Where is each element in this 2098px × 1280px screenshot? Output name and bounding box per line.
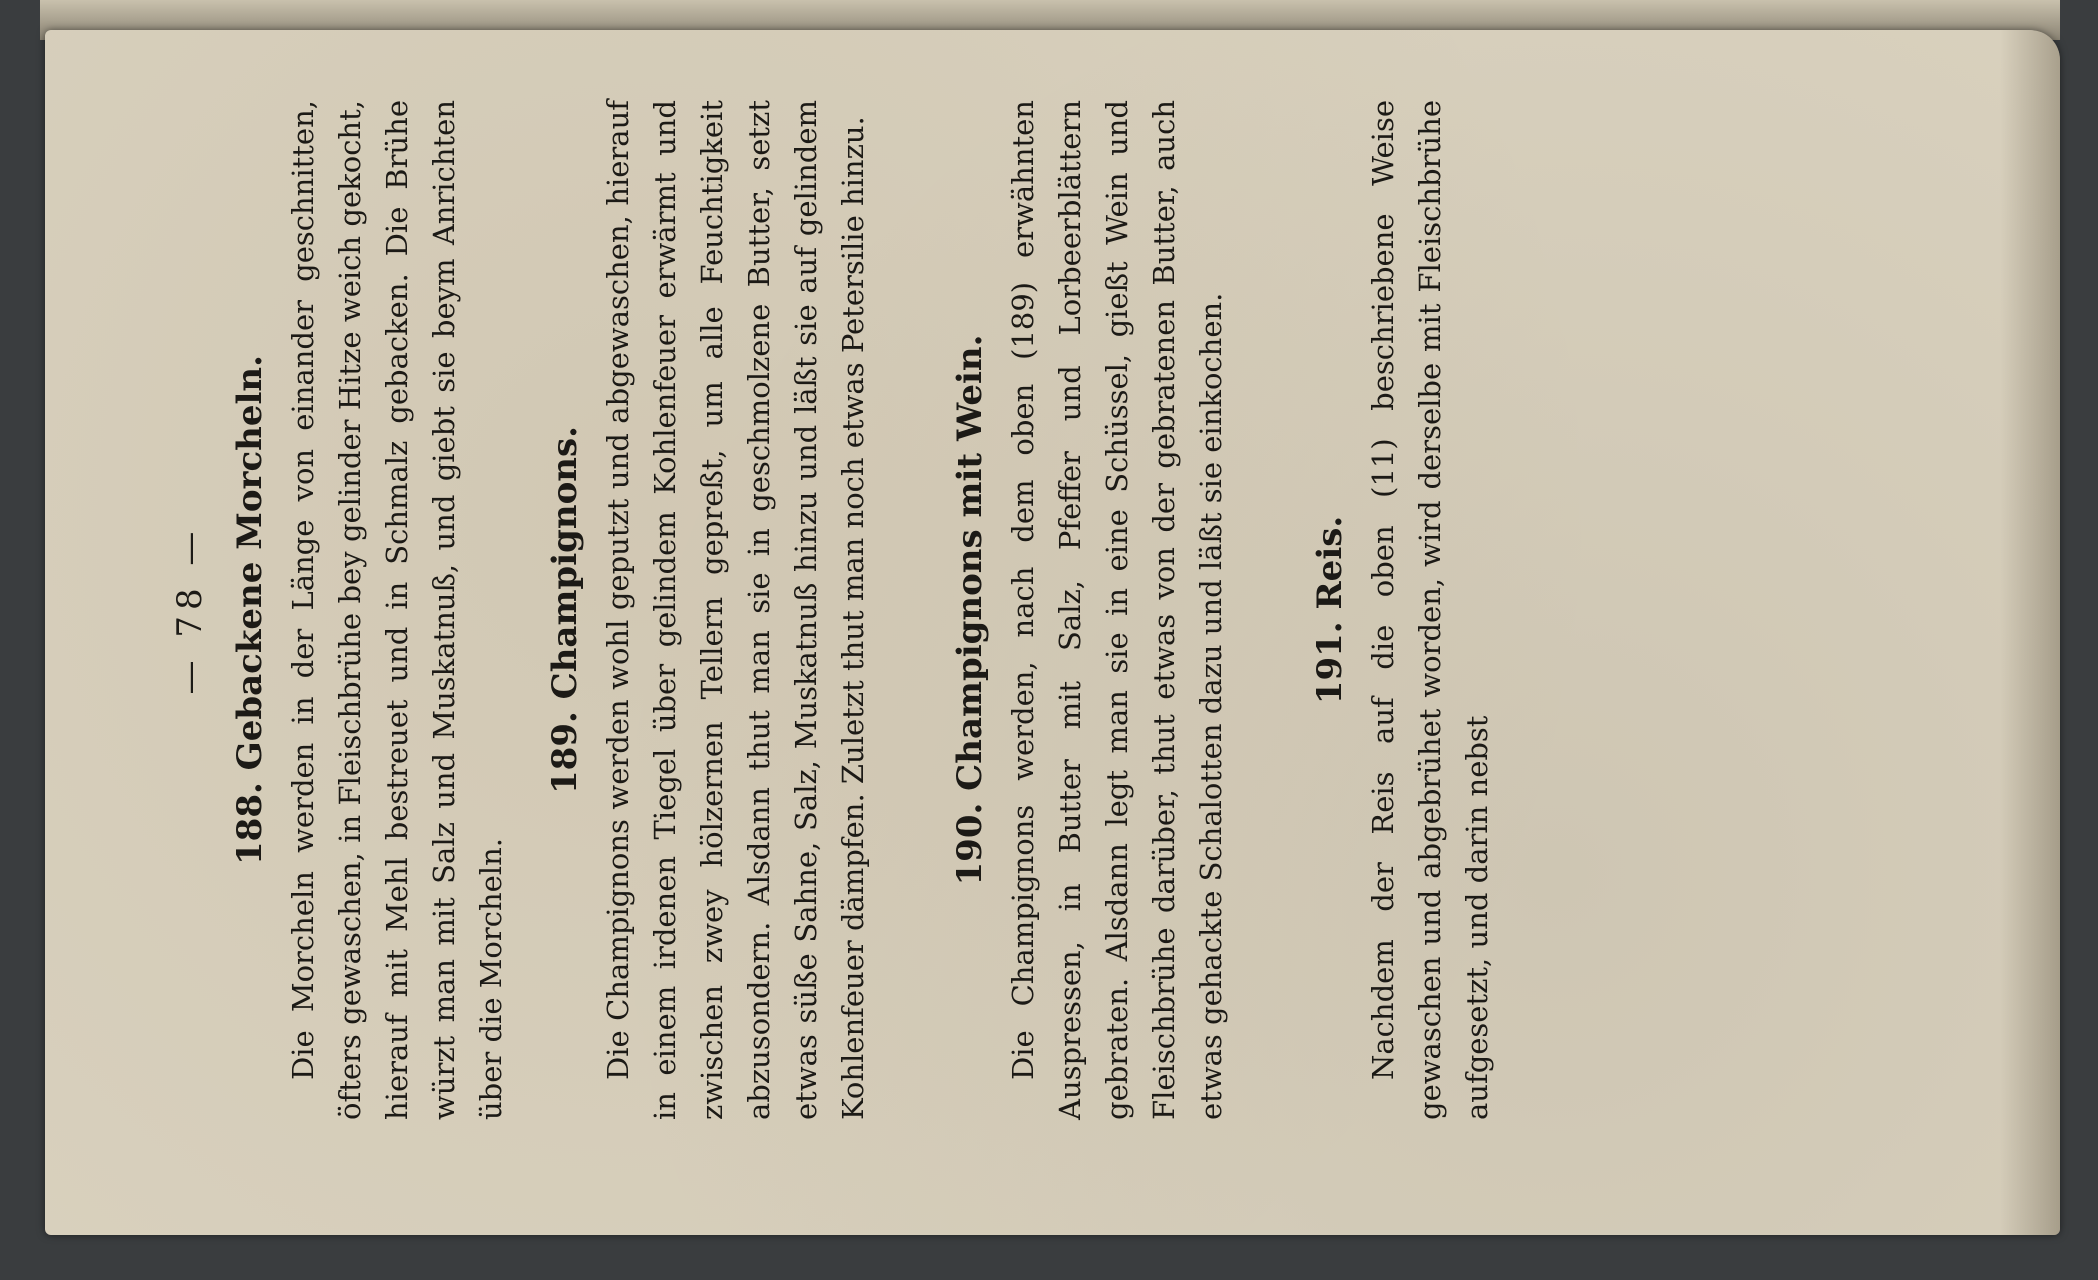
page-gutter <box>2000 30 2060 1235</box>
recipe-text: Die Champignons werden, nach dem oben (189) erwähnten Auspressen, in Butter mit Salz, Pfeffer und Lorbeerblättern gebraten. Alsdann legt man sie in eine Schüssel, gießt Wein und Fleischbrühe darüber, thut etwas von der gebratenen Butter, auch etwas gehackte Schalotten dazu und läßt sie einkochen. <box>1006 100 1228 1120</box>
recipe-text: Nachdem der Reis auf die oben (11) beschriebene Weise gewaschen und abgebrühet worden, wird derselbe mit Fleischbrühe aufgesetzt, und darin nebst <box>1366 100 1494 1120</box>
rotated-text-block <box>150 60 1900 1160</box>
recipe-text: Die Champignons werden wohl geputzt und abgewaschen, hierauf in einem irdenen Tiegel über gelindem Kohlenfeuer erwärmt und zwischen zwey hölzernen Tellern gepreßt, um alle Feuchtigkeit abzusondern. Alsdann thut man sie in geschmolzene Butter, setzt etwas süße Sahne, Salz, Muskatnuß hinzu und läßt sie auf gelindem Kohlenfeuer dämpfen. Zuletzt thut man noch etwas Petersilie hinzu. <box>601 100 870 1120</box>
recipe-heading: 191. Reis. <box>1310 515 1350 705</box>
page-number: — 78 — <box>170 525 210 695</box>
recipe-heading: 188. Gebackene Morcheln. <box>230 355 270 865</box>
recipe-190 <box>950 100 1235 1120</box>
recipe-189 <box>545 100 877 1120</box>
recipe-heading: 189. Champignons. <box>545 426 585 794</box>
recipe-188 <box>230 100 515 1120</box>
recipe-text: Die Morcheln werden in der Länge von einander geschnitten, öfters gewaschen, in Fleischbrühe bey gelinder Hitze weich gekocht, hierauf mit Mehl bestreuet und in Schmalz gebacken. Die Brühe würzt man mit Salz und Muskatnuß, und giebt sie beym Anrichten über die Morcheln. <box>286 100 508 1120</box>
recipe-191 <box>1310 100 1501 1120</box>
recipe-heading: 190. Champignons mit Wein. <box>950 334 990 886</box>
